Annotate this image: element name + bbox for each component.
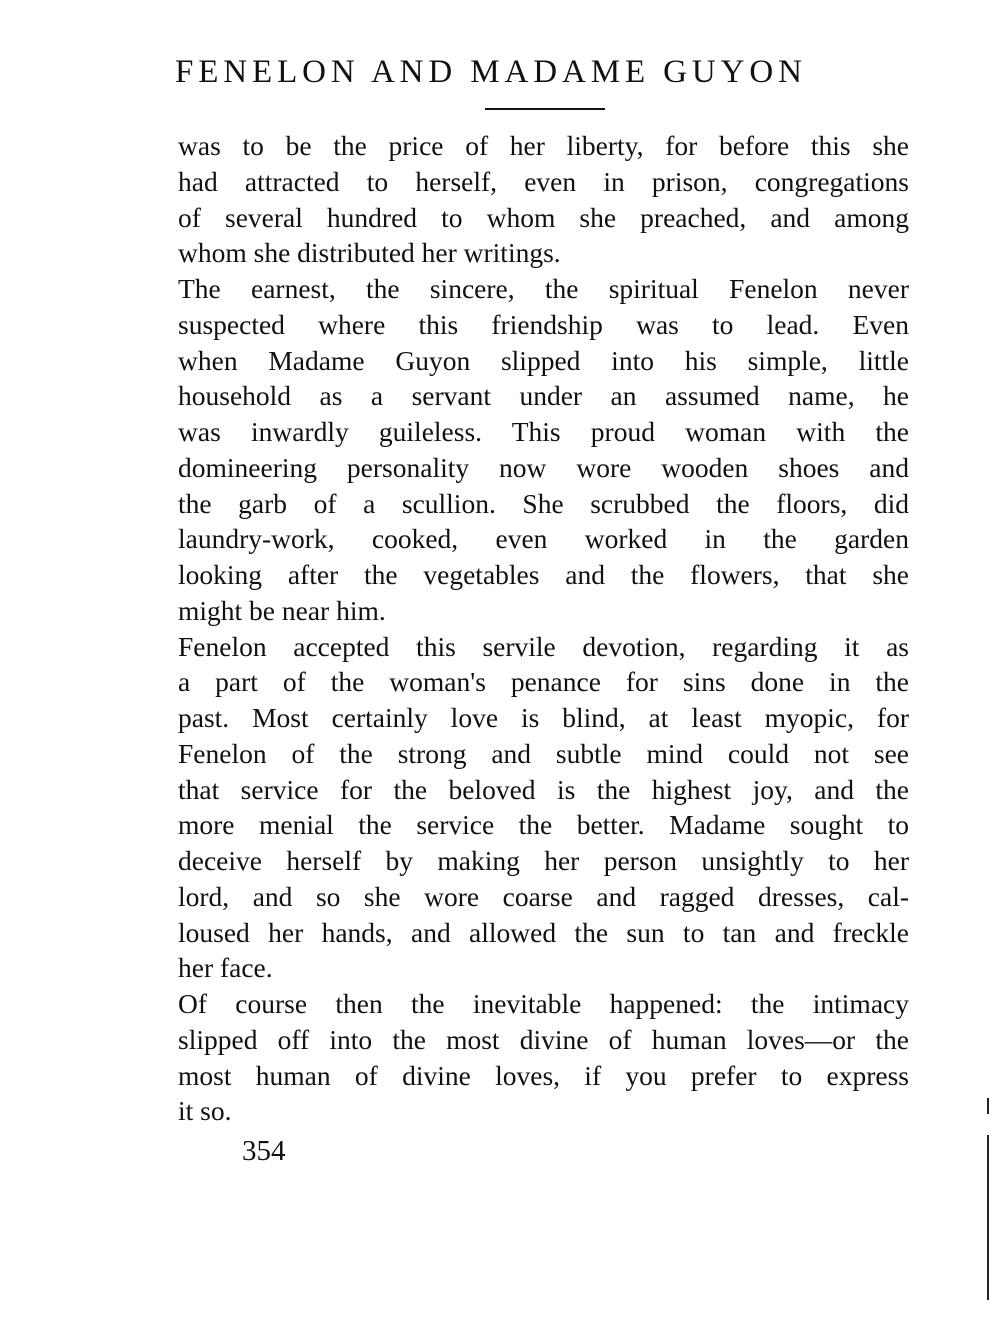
text-line: deceive herself by making her person unsightly to her [178, 845, 909, 876]
text-line: a part of the woman's penance for sins done in the [178, 666, 909, 698]
page-number: 354 [242, 1135, 286, 1167]
paragraph [178, 986, 909, 1129]
text-line: suspected where this friendship was to lead. Even [178, 308, 909, 340]
running-head: FENELON AND MADAME GUYON [175, 54, 807, 90]
paragraph [178, 629, 909, 987]
text-line: domineering personality now wore wooden shoes and [178, 451, 909, 483]
text-line: most human of divine loves, if you prefer to express [178, 1059, 909, 1091]
text-line: household as a servant under an assumed name, he [178, 380, 909, 412]
text-line: her face. [178, 952, 273, 984]
text-line: past. Most certainly love is blind, at least myopic, for [178, 702, 909, 733]
text-line: was inwardly guileless. This proud woman with the [178, 416, 909, 447]
text-line: lord, and so she wore coarse and ragged dresses, cal- [178, 880, 909, 912]
text-line: The earnest, the sincere, the spiritual Fenelon never [178, 273, 909, 304]
text-line: the garb of a scullion. She scrubbed the floors, did [178, 487, 909, 519]
text-line: that service for the beloved is the highest joy, and the [178, 773, 909, 805]
text-line: loused her hands, and allowed the sun to tan and freckle [178, 916, 909, 948]
header-rule [485, 108, 605, 110]
paragraph [178, 128, 909, 271]
text-line: Fenelon accepted this servile devotion, regarding it as [178, 630, 909, 662]
text-line: when Madame Guyon slipped into his simple, little [178, 344, 909, 376]
text-line: might be near him. [178, 594, 386, 626]
scan-edge-mark [987, 1098, 989, 1114]
paragraph [178, 271, 909, 629]
text-line: looking after the vegetables and the flowers, that she [178, 559, 909, 590]
text-line: slipped off into the most divine of human loves—or the [178, 1023, 909, 1055]
text-line: of several hundred to whom she preached, and among [178, 201, 909, 233]
text-line: had attracted to herself, even in prison, congregations [178, 165, 909, 197]
text-line: was to be the price of her liberty, for before this she [178, 130, 909, 161]
text-line: it so. [178, 1095, 232, 1127]
scan-edge-mark [987, 1135, 989, 1300]
text-line: more menial the service the better. Madame sought to [178, 809, 909, 841]
text-line: Of course then the inevitable happened: the intimacy [178, 988, 909, 1019]
text-line: Fenelon of the strong and subtle mind could not see [178, 737, 909, 769]
body-text [178, 128, 909, 1129]
text-line: laundry-work, cooked, even worked in the garden [178, 523, 909, 555]
text-line: whom she distributed her writings. [178, 237, 561, 269]
